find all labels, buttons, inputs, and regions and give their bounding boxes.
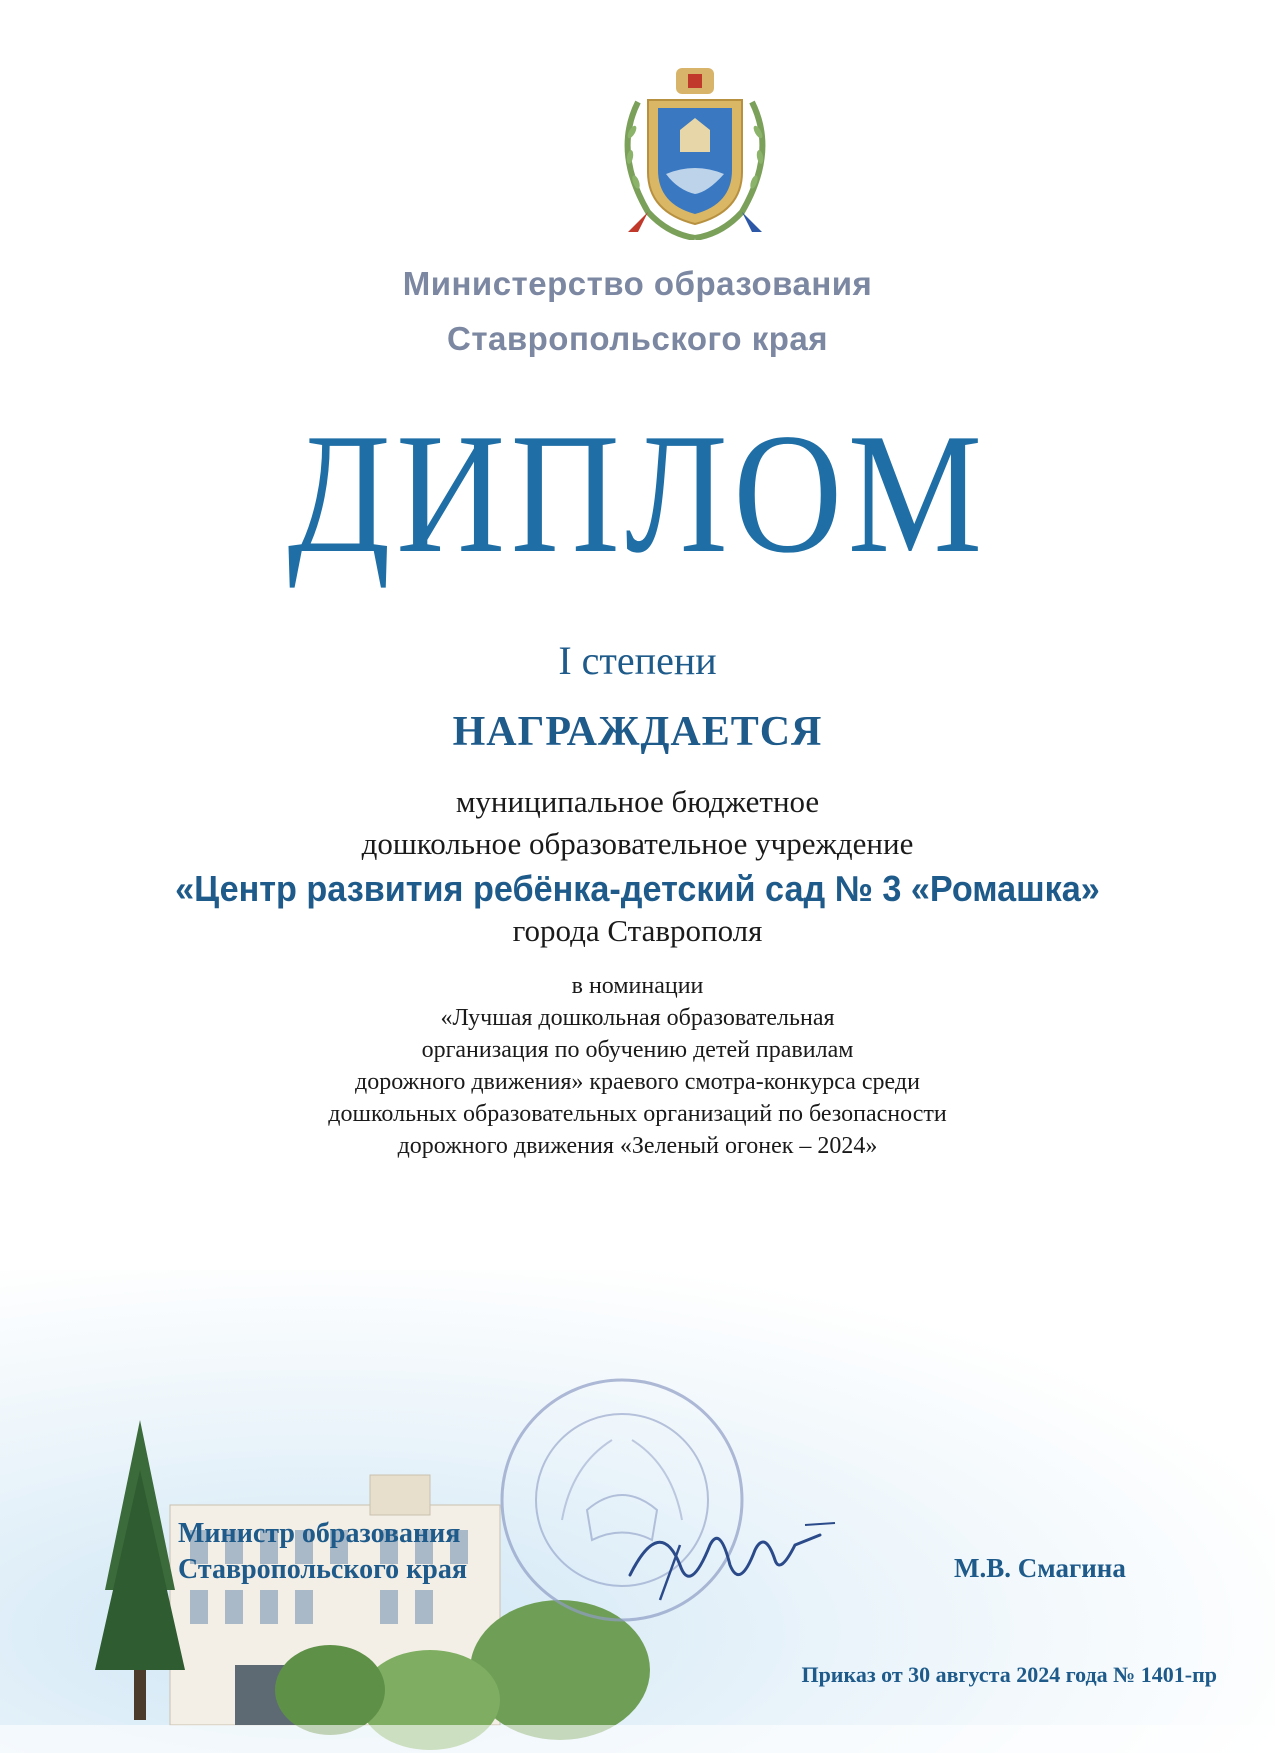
nomination-line: «Лучшая дошкольная образовательная [440, 1005, 835, 1031]
nomination-line: в номинации [571, 973, 704, 999]
degree: I степени [558, 638, 717, 683]
signer-name: М.В. Смагина [954, 1553, 1126, 1583]
awarded-heading: НАГРАЖДАЕТСЯ [452, 709, 823, 755]
diploma-title: ДИПЛОМ [287, 399, 988, 589]
coat-of-arms-icon [608, 62, 782, 240]
order-reference: Приказ от 30 августа 2024 года № 1401-пр [801, 1662, 1217, 1687]
institution-city: города Ставрополя [512, 913, 763, 948]
nomination-line: дорожного движения» краевого смотра-конкурса среди [355, 1069, 920, 1095]
ministry-line-2: Ставропольского края [447, 320, 828, 357]
ministry-line-1: Министерство образования [402, 265, 873, 302]
minister-title-line-2: Ставропольского края [178, 1554, 467, 1585]
nomination-line: организация по обучению детей правилам [421, 1037, 854, 1063]
institution-name: «Центр развития ребёнка-детский сад № 3 «Ромашка» [175, 868, 1100, 909]
nomination-line: дорожного движения «Зеленый огонек – 2024» [397, 1133, 878, 1159]
institution-line-2: дошкольное образовательное учреждение [361, 826, 914, 861]
nomination-line: дошкольных образовательных организаций по безопасности [328, 1101, 947, 1127]
signature [620, 1505, 840, 1615]
minister-title [178, 1516, 467, 1588]
minister-title-line-1: Министр образования [178, 1518, 461, 1549]
institution-line-1: муниципальное бюджетное [455, 784, 820, 819]
